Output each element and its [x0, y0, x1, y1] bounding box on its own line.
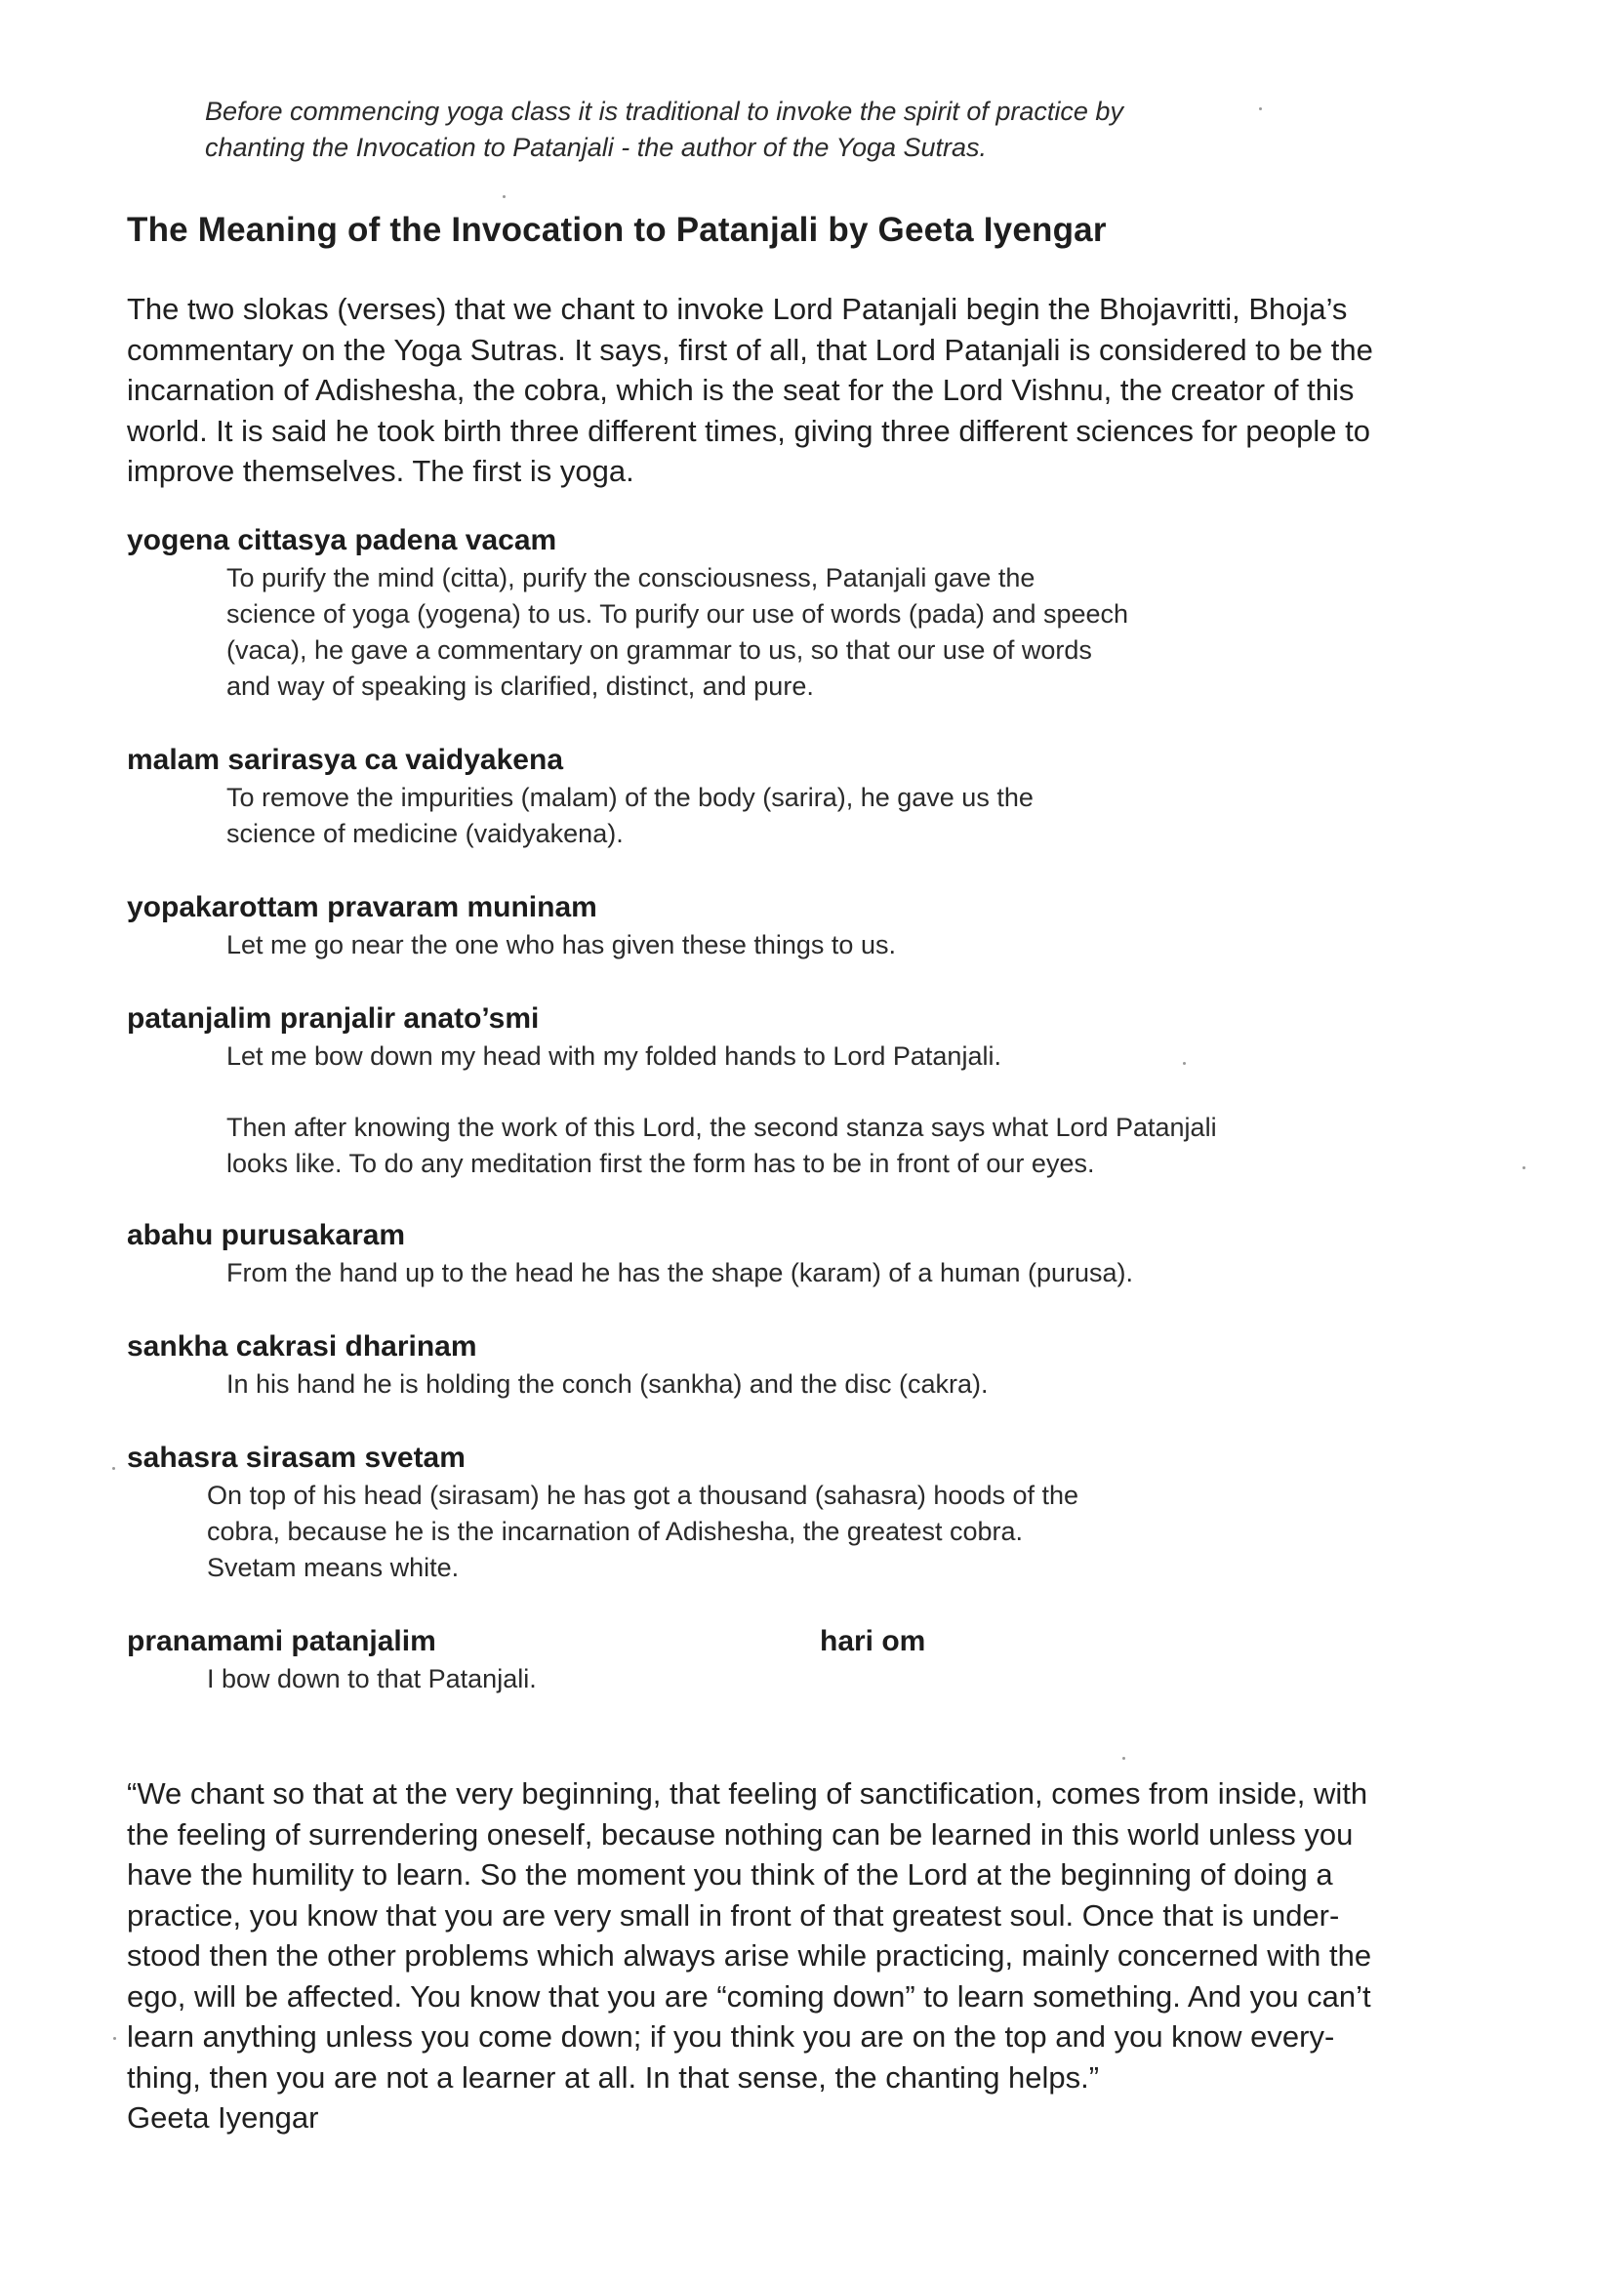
- closing-quote: [127, 1773, 1513, 2138]
- closing-words: hari om: [820, 1625, 926, 1657]
- scan-speck: [1259, 107, 1262, 110]
- verse-meaning-line: Let me go near the one who has given these things to us.: [226, 930, 896, 959]
- quote-line: learn anything unless you come down; if you think you are on the top and you know every-: [127, 2019, 1335, 2054]
- verse-sanskrit: malam sarirasya ca vaidyakena: [127, 744, 563, 776]
- verse-sanskrit: abahu purusakaram: [127, 1219, 406, 1251]
- verse-meaning-line: (vaca), he gave a commentary on grammar to us, so that our use of words: [226, 635, 1092, 665]
- quote-line: the feeling of surrendering oneself, because nothing can be learned in this world unless you: [127, 1816, 1354, 1852]
- verse-meaning-line: To remove the impurities (malam) of the body (sarira), he gave us the: [226, 783, 1034, 812]
- verse-meaning: [207, 1661, 1513, 1697]
- verse-meaning: [226, 560, 1513, 705]
- verse-meaning-line: To purify the mind (citta), purify the consciousness, Patanjali gave the: [226, 563, 1035, 592]
- quote-attribution: Geeta Iyengar: [127, 2100, 319, 2135]
- intro-note-line: chanting the Invocation to Patanjali - the author of the Yoga Sutras.: [205, 133, 988, 162]
- scan-speck: [112, 1467, 115, 1470]
- scan-speck: [1122, 1757, 1125, 1760]
- paragraph-line: commentary on the Yoga Sutras. It says, first of all, that Lord Patanjali is considered to be the: [127, 332, 1373, 367]
- verse-meaning-line: I bow down to that Patanjali.: [207, 1664, 537, 1693]
- verse-meaning: [226, 1366, 1513, 1403]
- verse-meaning: [226, 780, 1513, 852]
- verse-sanskrit: patanjalim pranjalir anato’smi: [127, 1002, 540, 1035]
- quote-line: “We chant so that at the very beginning, that feeling of sanctification, comes from inside, with: [127, 1776, 1368, 1811]
- quote-line: ego, will be affected. You know that you are “coming down” to learn something. And you can’t: [127, 1978, 1371, 2014]
- verse-meaning-line: Svetam means white.: [207, 1553, 460, 1582]
- verse-sanskrit: yogena cittasya padena vacam: [127, 524, 557, 556]
- verse-meaning: [226, 927, 1513, 963]
- verse-meaning-line: cobra, because he is the incarnation of Adishesha, the greatest cobra.: [207, 1517, 1024, 1546]
- quote-line: practice, you know that you are very small in front of that greatest soul. Once that is under-: [127, 1897, 1340, 1933]
- paragraph-line: improve themselves. The first is yoga.: [127, 454, 634, 488]
- verse-malam: [127, 744, 1513, 852]
- verse-sanskrit: yopakarottam pravaram muninam: [127, 891, 597, 923]
- page-title: The Meaning of the Invocation to Patanjali by Geeta Iyengar: [127, 211, 1107, 249]
- intro-note: [205, 94, 1298, 166]
- verse-sanskrit: sahasra sirasam svetam: [127, 1442, 466, 1474]
- verse-meaning-line: From the hand up to the head he has the shape (karam) of a human (purusa).: [226, 1258, 1134, 1287]
- paragraph-line: incarnation of Adishesha, the cobra, which is the seat for the Lord Vishnu, the creator of this: [127, 373, 1355, 407]
- paragraph-line: world. It is said he took birth three different times, giving three different sciences for people to: [127, 413, 1370, 448]
- verse-sankha: [127, 1330, 1513, 1403]
- verse-sanskrit: pranamami patanjalim: [127, 1625, 436, 1657]
- stanza-note: [226, 1110, 1217, 1182]
- verse-meaning: [226, 1038, 1513, 1075]
- quote-line: stood then the other problems which always arise while practicing, mainly concerned with the: [127, 1938, 1372, 1973]
- scan-speck: [113, 2037, 116, 2040]
- verse-yogena: [127, 524, 1513, 705]
- quote-line: have the humility to learn. So the moment you think of the Lord at the beginning of doing a: [127, 1857, 1333, 1892]
- verse-sanskrit: sankha cakrasi dharinam: [127, 1330, 477, 1363]
- verse-meaning-line: Let me bow down my head with my folded hands to Lord Patanjali.: [226, 1041, 1001, 1071]
- verse-meaning-line: In his hand he is holding the conch (sankha) and the disc (cakra).: [226, 1369, 989, 1399]
- verse-sahasra: [127, 1442, 1513, 1586]
- verse-abahu: [127, 1219, 1513, 1291]
- verse-yopakarottam: [127, 891, 1513, 963]
- scan-speck: [503, 195, 506, 198]
- intro-note-line: Before commencing yoga class it is traditional to invoke the spirit of practice by: [205, 97, 1123, 126]
- stanza-note-line: Then after knowing the work of this Lord, the second stanza says what Lord Patanjali: [226, 1113, 1217, 1142]
- intro-paragraph: [127, 289, 1513, 492]
- verse-meaning-line: and way of speaking is clarified, distinct, and pure.: [226, 672, 814, 701]
- scan-speck: [1522, 1166, 1525, 1169]
- verse-meaning: [207, 1478, 1513, 1586]
- verse-meaning-line: On top of his head (sirasam) he has got a thousand (sahasra) hoods of the: [207, 1481, 1079, 1510]
- scan-speck: [1183, 1062, 1186, 1065]
- quote-line: thing, then you are not a learner at all. In that sense, the chanting helps.”: [127, 2059, 1100, 2095]
- stanza-note-line: looks like. To do any meditation first the form has to be in front of our eyes.: [226, 1149, 1095, 1178]
- verse-meaning: [226, 1255, 1513, 1291]
- verse-meaning-line: science of yoga (yogena) to us. To purify our use of words (pada) and speech: [226, 599, 1129, 629]
- paragraph-line: The two slokas (verses) that we chant to invoke Lord Patanjali begin the Bhojavritti, Bhoja’s: [127, 292, 1348, 326]
- verse-meaning-line: science of medicine (vaidyakena).: [226, 819, 624, 848]
- verse-patanjalim: [127, 1002, 1513, 1075]
